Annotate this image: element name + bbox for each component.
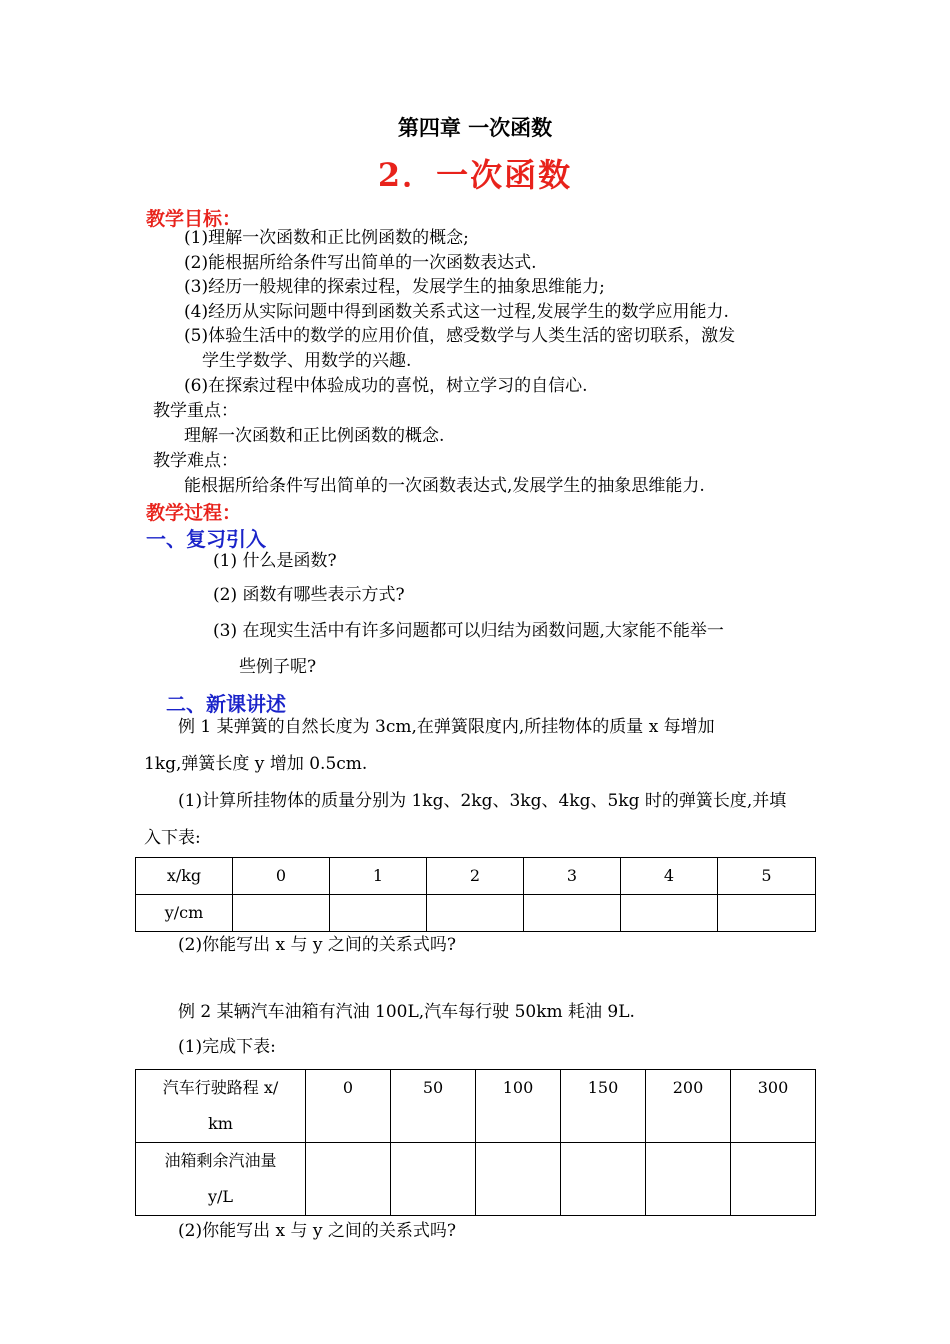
- example-2-text: 例 2 某辆汽车油箱有汽油 100L,汽车每行驶 50km 耗油 9L.: [178, 1002, 635, 1022]
- table-cell: 4: [621, 858, 718, 895]
- example-1-question: (2)你能写出 x 与 y 之间的关系式吗?: [178, 935, 457, 955]
- table-cell: [427, 895, 524, 932]
- review-question: (2) 函数有哪些表示方式?: [213, 585, 405, 605]
- table-cell: 3: [524, 858, 621, 895]
- review-heading: 一、复习引入: [146, 527, 266, 551]
- objective-item: (5)体验生活中的数学的应用价值，感受数学与人类生活的密切联系，激发: [184, 326, 736, 346]
- example-1-text: 例 1 某弹簧的自然长度为 3cm,在弹簧限度内,所挂物体的质量 x 每增加: [178, 717, 715, 737]
- table-cell: 100: [476, 1070, 561, 1143]
- spring-table: [135, 857, 816, 932]
- review-question: (3) 在现实生活中有许多问题都可以归结为函数问题,大家能不能举一: [213, 621, 724, 641]
- example-1-question: 入下表:: [144, 828, 201, 848]
- new-lesson-heading: 二、新课讲述: [166, 692, 286, 716]
- difficulty-text: 能根据所给条件写出简单的一次函数表达式,发展学生的抽象思维能力.: [184, 476, 705, 496]
- table-cell: 2: [427, 858, 524, 895]
- table-cell: [476, 1143, 561, 1216]
- review-question: (1) 什么是函数?: [213, 551, 337, 571]
- table-cell: 油箱剩余汽油量 y/L: [136, 1143, 306, 1216]
- table-cell: 200: [646, 1070, 731, 1143]
- table-row: [136, 1143, 816, 1216]
- table-cell: 汽车行驶路程 x/ km: [136, 1070, 306, 1143]
- table-cell: 0: [306, 1070, 391, 1143]
- example-2-question: (1)完成下表:: [178, 1037, 276, 1057]
- chapter-title: 第四章 一次函数: [397, 115, 553, 140]
- review-question-continued: 些例子呢?: [239, 657, 317, 677]
- table-row: [136, 895, 816, 932]
- table-cell: [621, 895, 718, 932]
- table-cell: 300: [731, 1070, 816, 1143]
- table-cell: 1: [330, 858, 427, 895]
- difficulty-heading: 教学难点：: [153, 451, 238, 471]
- example-1-text: 1kg,弹簧长度 y 增加 0.5cm.: [144, 754, 368, 774]
- table-cell: [330, 895, 427, 932]
- table-row: [136, 858, 816, 895]
- objective-item: (4)经历从实际问题中得到函数关系式这一过程,发展学生的数学应用能力.: [184, 302, 729, 322]
- table-cell: [718, 895, 816, 932]
- table-cell: x/kg: [136, 858, 233, 895]
- table-cell: [306, 1143, 391, 1216]
- table-cell: 0: [233, 858, 330, 895]
- objective-item: (2)能根据所给条件写出简单的一次函数表达式.: [184, 253, 537, 273]
- table-cell: 150: [561, 1070, 646, 1143]
- key-point-text: 理解一次函数和正比例函数的概念.: [184, 426, 445, 446]
- table-row: [136, 1070, 816, 1143]
- table-cell: [561, 1143, 646, 1216]
- objective-item: (6)在探索过程中体验成功的喜悦，树立学习的自信心.: [184, 376, 588, 396]
- table-cell: [524, 895, 621, 932]
- lesson-title: 2．一次函数: [377, 156, 573, 194]
- table-cell: 50: [391, 1070, 476, 1143]
- objective-item: (1)理解一次函数和正比例函数的概念;: [184, 228, 469, 248]
- table-cell: [391, 1143, 476, 1216]
- table-cell: [646, 1143, 731, 1216]
- example-2-question: (2)你能写出 x 与 y 之间的关系式吗?: [178, 1221, 457, 1241]
- example-1-question: (1)计算所挂物体的质量分别为 1kg、2kg、3kg、4kg、5kg 时的弹簧长度,并填: [178, 791, 787, 811]
- key-point-heading: 教学重点：: [153, 401, 238, 421]
- process-heading: 教学过程：: [146, 502, 242, 524]
- table-cell: [731, 1143, 816, 1216]
- fuel-table: [135, 1069, 816, 1216]
- table-cell: 5: [718, 858, 816, 895]
- objectives-heading: 教学目标：: [146, 208, 242, 230]
- objective-item: (3)经历一般规律的探索过程，发展学生的抽象思维能力;: [184, 277, 605, 297]
- table-cell: [233, 895, 330, 932]
- table-cell: y/cm: [136, 895, 233, 932]
- objective-item: 学生学数学、用数学的兴趣.: [202, 351, 412, 371]
